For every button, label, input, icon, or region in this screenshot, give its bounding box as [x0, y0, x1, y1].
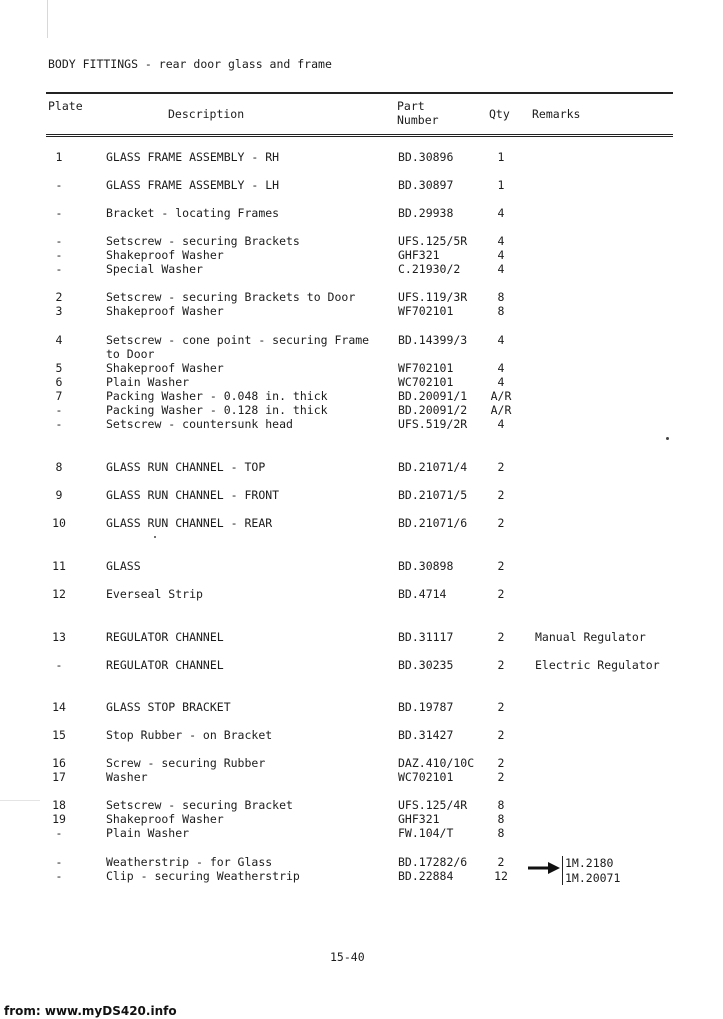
row-plate: -	[55, 826, 63, 840]
row-part-number: BD.22884	[398, 869, 454, 883]
row-qty: 2	[497, 855, 505, 869]
row-qty: 2	[497, 756, 505, 770]
row-plate: 9	[55, 488, 63, 502]
row-part-number: BD.30896	[398, 150, 454, 164]
row-qty: 2	[497, 770, 505, 784]
row-plate: -	[55, 869, 63, 883]
row-plate: 17	[52, 770, 66, 784]
row-part-number: DAZ.410/10C	[398, 756, 475, 770]
row-part-number: WF702101	[398, 361, 454, 375]
row-description: Clip - securing Weatherstrip	[106, 869, 300, 883]
row-plate: 7	[55, 389, 63, 403]
column-header-description: Description	[168, 107, 245, 121]
row-remarks: Manual Regulator	[535, 630, 646, 644]
page-title: BODY FITTINGS - rear door glass and frame	[48, 57, 332, 71]
row-description: Everseal Strip	[106, 587, 203, 601]
row-qty: 8	[497, 812, 505, 826]
row-plate: 19	[52, 812, 66, 826]
row-qty: 8	[497, 826, 505, 840]
row-description: REGULATOR CHANNEL	[106, 658, 224, 672]
row-remarks: Electric Regulator	[535, 658, 660, 672]
row-part-number: BD.20091/2	[398, 403, 468, 417]
row-plate: -	[55, 855, 63, 869]
row-qty: A/R	[490, 389, 512, 403]
row-qty: 4	[497, 375, 505, 389]
row-plate: 5	[55, 361, 63, 375]
row-description: Shakeproof Washer	[106, 304, 224, 318]
row-plate: -	[55, 178, 63, 192]
row-part-number: FW.104/T	[398, 826, 454, 840]
row-description: GLASS RUN CHANNEL - TOP	[106, 460, 266, 474]
row-plate: 1	[55, 150, 63, 164]
row-qty: 4	[497, 248, 505, 262]
row-description: Packing Washer - 0.128 in. thick	[106, 403, 328, 417]
row-description: Setscrew - countersunk head	[106, 417, 293, 431]
row-description: GLASS RUN CHANNEL - REAR	[106, 516, 273, 530]
row-qty: 2	[497, 559, 505, 573]
row-qty: 2	[497, 488, 505, 502]
change-reference	[562, 856, 620, 885]
row-part-number: BD.19787	[398, 700, 454, 714]
column-header-part-number: Part Number	[397, 99, 439, 127]
column-header-remarks: Remarks	[532, 107, 581, 121]
row-description: Bracket - locating Frames	[106, 206, 280, 220]
row-part-number: GHF321	[398, 812, 440, 826]
row-part-number: UFS.519/2R	[398, 417, 468, 431]
row-part-number: BD.30235	[398, 658, 454, 672]
row-part-number: BD.14399/3	[398, 333, 468, 347]
row-plate: -	[55, 417, 63, 431]
row-plate: 15	[52, 728, 66, 742]
row-description: REGULATOR CHANNEL	[106, 630, 224, 644]
row-part-number: WF702101	[398, 304, 454, 318]
row-part-number: BD.21071/6	[398, 516, 468, 530]
row-qty: 1	[497, 150, 505, 164]
column-header-plate: Plate	[48, 99, 83, 113]
row-plate: -	[55, 658, 63, 672]
row-description: GLASS FRAME ASSEMBLY - LH	[106, 178, 280, 192]
row-description: Shakeproof Washer	[106, 248, 224, 262]
row-qty: 8	[497, 304, 505, 318]
row-part-number: BD.29938	[398, 206, 454, 220]
row-plate: 18	[52, 798, 66, 812]
arrow-right-icon	[528, 862, 560, 874]
row-plate: 10	[52, 516, 66, 530]
row-part-number: WC702101	[398, 375, 454, 389]
row-plate: 11	[52, 559, 66, 573]
row-description: Shakeproof Washer	[106, 361, 224, 375]
row-part-number: BD.4714	[398, 587, 447, 601]
column-header-qty: Qty	[489, 107, 510, 121]
row-description: Shakeproof Washer	[106, 812, 224, 826]
row-plate: 8	[55, 460, 63, 474]
row-part-number: BD.21071/5	[398, 488, 468, 502]
row-qty: 4	[497, 206, 505, 220]
row-part-number: BD.31427	[398, 728, 454, 742]
scan-speck	[666, 437, 669, 440]
row-description: Plain Washer	[106, 826, 190, 840]
row-description: GLASS STOP BRACKET	[106, 700, 231, 714]
header-bottom-rule	[46, 134, 673, 135]
row-description: Special Washer	[106, 262, 203, 276]
row-description: GLASS RUN CHANNEL - FRONT	[106, 488, 280, 502]
row-description: GLASS	[106, 559, 141, 573]
row-part-number: UFS.125/4R	[398, 798, 468, 812]
row-qty: 2	[497, 630, 505, 644]
header-top-rule	[46, 92, 673, 94]
row-plate: 12	[52, 587, 66, 601]
row-plate: -	[55, 403, 63, 417]
row-qty: 4	[497, 361, 505, 375]
change-ref-line: 1M.20071	[565, 870, 621, 885]
row-part-number: BD.31117	[398, 630, 454, 644]
row-description: Setscrew - cone point - securing Frame	[106, 333, 370, 347]
row-part-number: GHF321	[398, 248, 440, 262]
row-part-number: BD.17282/6	[398, 855, 468, 869]
change-ref-line: 1M.2180	[565, 856, 614, 870]
row-description: Stop Rubber - on Bracket	[106, 728, 273, 742]
row-qty: 12	[494, 869, 508, 883]
row-plate: -	[55, 234, 63, 248]
row-qty: 2	[497, 658, 505, 672]
row-plate: 16	[52, 756, 66, 770]
row-qty: 4	[497, 417, 505, 431]
row-plate: 14	[52, 700, 66, 714]
row-qty: 8	[497, 798, 505, 812]
row-description: Packing Washer - 0.048 in. thick	[106, 389, 328, 403]
row-description: to Door	[106, 347, 155, 361]
row-part-number: C.21930/2	[398, 262, 461, 276]
row-qty: 2	[497, 700, 505, 714]
page-number: 15-40	[330, 950, 365, 964]
scan-edge-mark	[47, 0, 48, 38]
row-plate: 3	[55, 304, 63, 318]
row-description: GLASS FRAME ASSEMBLY - RH	[106, 150, 280, 164]
row-qty: 4	[497, 234, 505, 248]
row-qty: 8	[497, 290, 505, 304]
row-description: Setscrew - securing Bracket	[106, 798, 293, 812]
row-plate: 13	[52, 630, 66, 644]
row-part-number: BD.30898	[398, 559, 454, 573]
row-plate: 2	[55, 290, 63, 304]
row-part-number: BD.20091/1	[398, 389, 468, 403]
row-part-number: BD.30897	[398, 178, 454, 192]
row-qty: A/R	[490, 403, 512, 417]
row-description: Setscrew - securing Brackets	[106, 234, 300, 248]
scan-speck	[154, 536, 156, 538]
row-description: Setscrew - securing Brackets to Door	[106, 290, 356, 304]
row-description: Screw - securing Rubber	[106, 756, 266, 770]
row-plate: -	[55, 248, 63, 262]
row-part-number: WC702101	[398, 770, 454, 784]
row-qty: 1	[497, 178, 505, 192]
row-part-number: BD.21071/4	[398, 460, 468, 474]
row-plate: 6	[55, 375, 63, 389]
row-description: Plain Washer	[106, 375, 190, 389]
row-plate: -	[55, 206, 63, 220]
row-plate: -	[55, 262, 63, 276]
row-description: Weatherstrip - for Glass	[106, 855, 273, 869]
row-plate: 4	[55, 333, 63, 347]
row-part-number: UFS.119/3R	[398, 290, 468, 304]
source-watermark: from: www.myDS420.info	[4, 1004, 177, 1018]
row-qty: 2	[497, 460, 505, 474]
row-part-number: UFS.125/5R	[398, 234, 468, 248]
row-description: Washer	[106, 770, 148, 784]
row-qty: 2	[497, 516, 505, 530]
row-qty: 2	[497, 728, 505, 742]
scan-edge-mark	[0, 800, 40, 801]
row-qty: 4	[497, 333, 505, 347]
row-qty: 2	[497, 587, 505, 601]
row-qty: 4	[497, 262, 505, 276]
